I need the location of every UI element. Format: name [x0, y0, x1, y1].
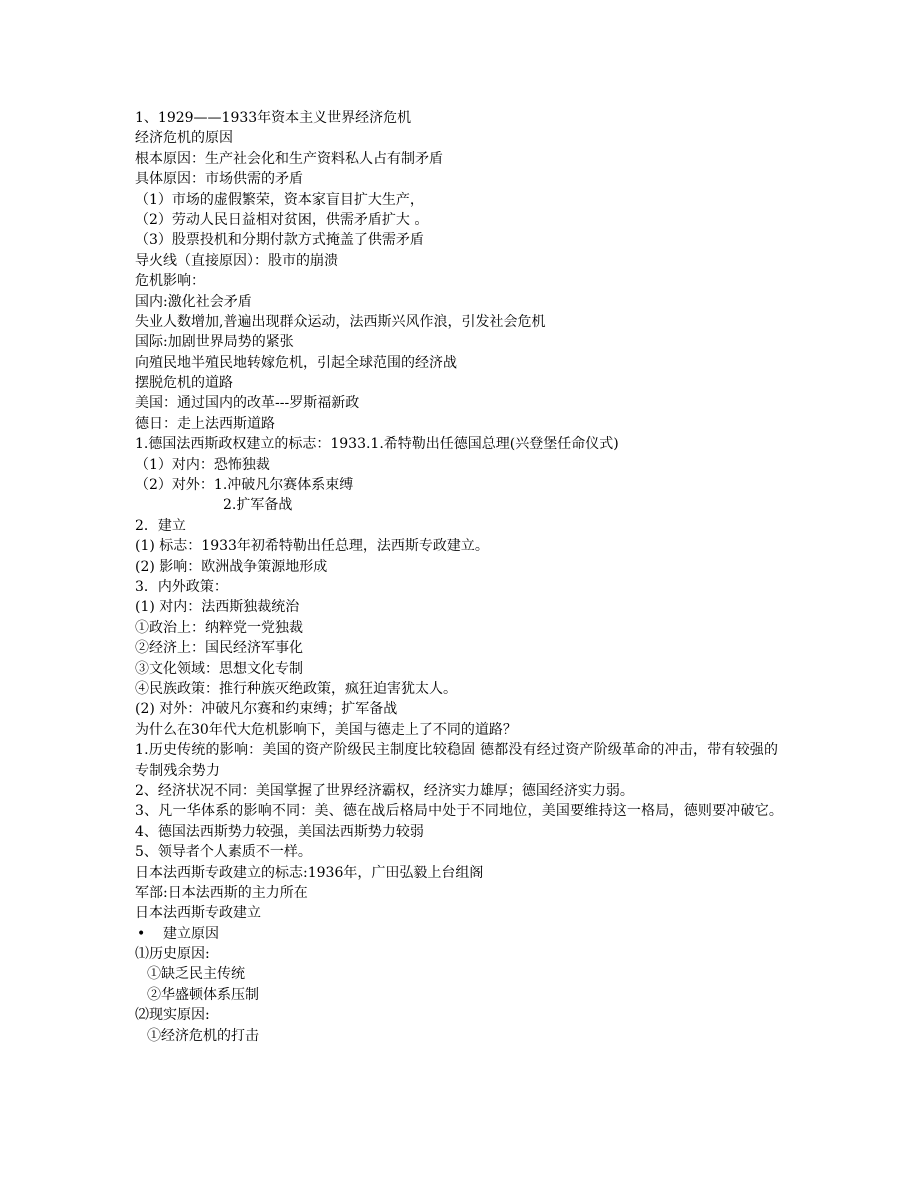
- text-line: 具体原因：市场供需的矛盾: [135, 171, 303, 188]
- document-body: [135, 108, 790, 1046]
- text-line: 4、德国法西斯势力较强，美国法西斯势力较弱: [135, 823, 424, 840]
- text-line: (2) 对外：冲破凡尔赛和约束缚；扩军备战: [135, 701, 398, 718]
- text-line: 美国：通过国内的改革---罗斯福新政: [135, 395, 360, 412]
- text-line: （2）对外：1.冲破凡尔赛体系束缚: [135, 477, 354, 494]
- text-line: (2) 影响：欧洲战争策源地形成: [135, 558, 328, 575]
- text-line: ①缺乏民主传统: [147, 966, 245, 983]
- text-paragraph: 1.历史传统的影响：美国的资产阶级民主制度比较稳固 德都没有经过资产阶级革命的冲击，带有较强的专制残余势力: [135, 742, 779, 779]
- bullet-text: 建立原因: [163, 925, 219, 942]
- text-line: (1) 标志：1933年初希特勒出任总理，法西斯专政建立。: [135, 538, 489, 555]
- text-line: 危机影响：: [135, 273, 205, 290]
- bullet-item: [135, 924, 790, 944]
- text-line: ⑵现实原因:: [135, 1007, 210, 1024]
- text-line: ⑴历史原因:: [135, 946, 210, 963]
- heading-economic-crisis: 1、1929——1933年资本主义世界经济危机: [135, 110, 412, 126]
- text-line: 3．内外政策：: [135, 578, 228, 595]
- text-line: 经济危机的原因: [135, 130, 233, 147]
- text-line: ②华盛顿体系压制: [147, 986, 259, 1003]
- text-line: ②经济上：国民经济军事化: [135, 640, 303, 657]
- text-line: 军部:日本法西斯的主力所在: [135, 884, 308, 901]
- text-line: 日本法西斯专政建立的标志:1936年，广田弘毅上台组阁: [135, 864, 484, 881]
- text-line: 1.德国法西斯政权建立的标志：1933.1.希特勒出任德国总理(兴登堡任命仪式): [135, 436, 619, 453]
- text-line: 失业人数增加,普遍出现群众运动，法西斯兴风作浪，引发社会危机: [135, 313, 546, 330]
- text-line: 2.扩军备战: [223, 497, 293, 514]
- text-line: 导火线（直接原因）：股市的崩溃: [135, 252, 338, 269]
- text-line: 国内:激化社会矛盾: [135, 293, 252, 310]
- bullet-icon: •: [137, 925, 146, 942]
- text-line: ①经济危机的打击: [147, 1027, 259, 1044]
- text-line: ①政治上：纳粹党一党独裁: [135, 619, 303, 636]
- text-line: 2、经济状况不同：美国掌握了世界经济霸权，经济实力雄厚；德国经济实力弱。: [135, 782, 634, 799]
- text-line: 5、领导者个人素质不一样。: [135, 844, 312, 861]
- text-line: （1）市场的虚假繁荣，资本家盲目扩大生产，: [135, 191, 424, 208]
- text-line: （1）对内：恐怖独裁: [135, 456, 270, 473]
- text-line: ④民族政策：推行种族灭绝政策，疯狂迫害犹太人。: [135, 680, 457, 697]
- text-line: 向殖民地半殖民地转嫁危机，引起全球范围的经济战: [135, 354, 457, 371]
- text-line: 为什么在30年代大危机影响下，美国与德走上了不同的道路？: [135, 721, 517, 738]
- text-line: (1) 对内：法西斯独裁统治: [135, 599, 300, 616]
- text-line: 根本原因：生产社会化和生产资料私人占有制矛盾: [135, 150, 443, 167]
- text-paragraph: 3、凡一华体系的影响不同：美、德在战后格局中处于不同地位，美国要维持这一格局，德则要冲破它。: [135, 803, 784, 820]
- text-line: 德日：走上法西斯道路: [135, 415, 275, 432]
- text-line: 国际:加剧世界局势的紧张: [135, 334, 294, 351]
- text-line: 摆脱危机的道路: [135, 375, 233, 392]
- text-line: （3）股票投机和分期付款方式掩盖了供需矛盾: [135, 232, 424, 249]
- text-line: 日本法西斯专政建立: [135, 905, 261, 922]
- text-line: ③文化领域：思想文化专制: [135, 660, 303, 677]
- text-line: （2）劳动人民日益相对贫困，供需矛盾扩大 。: [135, 211, 429, 228]
- text-line: 2．建立: [135, 517, 186, 534]
